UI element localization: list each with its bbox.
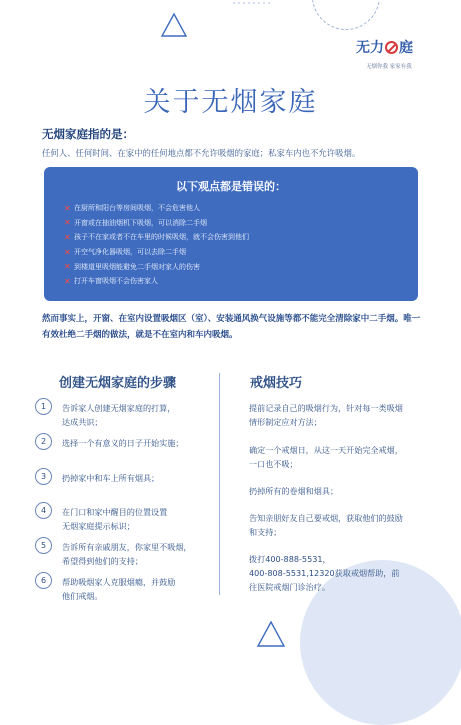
myth-item (64, 259, 249, 274)
cross-icon: ✕ (64, 262, 71, 272)
myths-list (64, 201, 249, 289)
step-text: 帮助吸烟家人克服烟瘾，并鼓励 他们戒烟。 (62, 577, 176, 601)
logo-mark (356, 38, 413, 58)
column-divider (219, 373, 220, 595)
cross-icon: ✕ (64, 247, 71, 257)
myth-text: 打开车窗吸烟不会伤害家人 (74, 277, 158, 286)
myths-card (44, 167, 418, 301)
tip-item: 扔掉所有的卷烟和烟具； (249, 486, 339, 496)
steps-title: 创建无烟家庭的步骤 (59, 376, 177, 391)
dot-grid-decoration (232, 0, 272, 6)
step-number: 4 (35, 502, 52, 519)
step-text: 选择一个有意义的日子开始实施； (62, 438, 184, 448)
step-number: 6 (35, 572, 52, 589)
fact-paragraph: 然而事实上，开窗、在室内设置吸烟区（室）、安装通风换气设施等都不能完全清除家中二手烟。唯一有效杜绝二手烟的做法，就是不在室内和车内吸烟。 (42, 314, 421, 340)
myth-text: 在厨所和阳台等房间吸烟，不会危害他人 (74, 204, 200, 213)
step-item (35, 572, 212, 603)
page-title: 关于无烟家庭 (143, 87, 318, 118)
myth-item (64, 230, 249, 245)
tip-item: 提前记录自己的吸烟行为，针对每一类吸烟 情形制定应对方法； (249, 403, 403, 427)
triangle-decoration (160, 12, 188, 38)
tip-item: 告知亲朋好友自己要戒烟，获取他们的鼓励 和支持； (249, 513, 403, 537)
no-smoking-icon (385, 41, 398, 54)
step-item (35, 398, 212, 429)
definition-heading: 无烟家庭指的是： (42, 127, 134, 141)
myth-text: 到楼道里吸烟能避免二手烟对家人的伤害 (74, 262, 200, 271)
step-number: 1 (35, 398, 52, 415)
cross-icon: ✕ (64, 218, 71, 228)
cross-icon: ✕ (64, 232, 71, 242)
myth-text: 孩子不在家或者不在车里的时候吸烟，就不会伤害到他们 (74, 233, 249, 242)
cross-icon: ✕ (64, 276, 71, 286)
dashed-circle-decoration (312, 0, 380, 30)
step-text: 扔掉家中和车上所有烟具； (62, 473, 160, 483)
step-text: 告诉家人创建无烟家庭的打算， 达成共识； (62, 403, 176, 427)
definition-text: 任何人、任何时间、在家中的任何地点都不允许吸烟的家庭；私家车内也不允许吸烟。 (42, 148, 361, 158)
myth-item (64, 201, 249, 216)
logo-char: 庭 (399, 40, 413, 56)
step-text: 在门口和家中醒目的位置设置 无烟家庭提示标识； (62, 507, 168, 531)
myth-text: 开窗或在抽油烟机下吸烟，可以消除二手烟 (74, 218, 207, 227)
step-item (35, 537, 212, 568)
step-number: 3 (35, 468, 52, 485)
tip-item: 确定一个戒烟日，从这一天开始完全戒烟， 一口也不吸； (249, 445, 403, 469)
step-text: 告诉所有亲戚朋友，你家里不吸烟， 希望得到他们的支持； (62, 542, 192, 566)
tips-title: 戒烟技巧 (250, 376, 303, 391)
myth-item (64, 216, 249, 231)
logo-char: 力 (370, 40, 384, 56)
myths-heading: 以下观点都是错误的： (176, 180, 286, 193)
myth-item (64, 245, 249, 260)
step-item (35, 502, 212, 533)
triangle-decoration (256, 620, 286, 648)
step-item (35, 468, 212, 485)
logo-tagline: 无烟你我 家家有我 (366, 64, 412, 70)
tip-item: 拨打400-888-5531， 400-808-5531,12320获取戒烟帮助，前 往医院戒烟门诊治疗。 (249, 554, 400, 592)
myth-item (64, 274, 249, 289)
myth-text: 开空气净化器吸烟，可以去除二手烟 (74, 248, 186, 257)
step-item (35, 433, 212, 450)
logo-char: 无 (356, 40, 370, 56)
step-number: 2 (35, 433, 52, 450)
cross-icon: ✕ (64, 203, 71, 213)
logo (356, 38, 436, 78)
step-number: 5 (35, 537, 52, 554)
